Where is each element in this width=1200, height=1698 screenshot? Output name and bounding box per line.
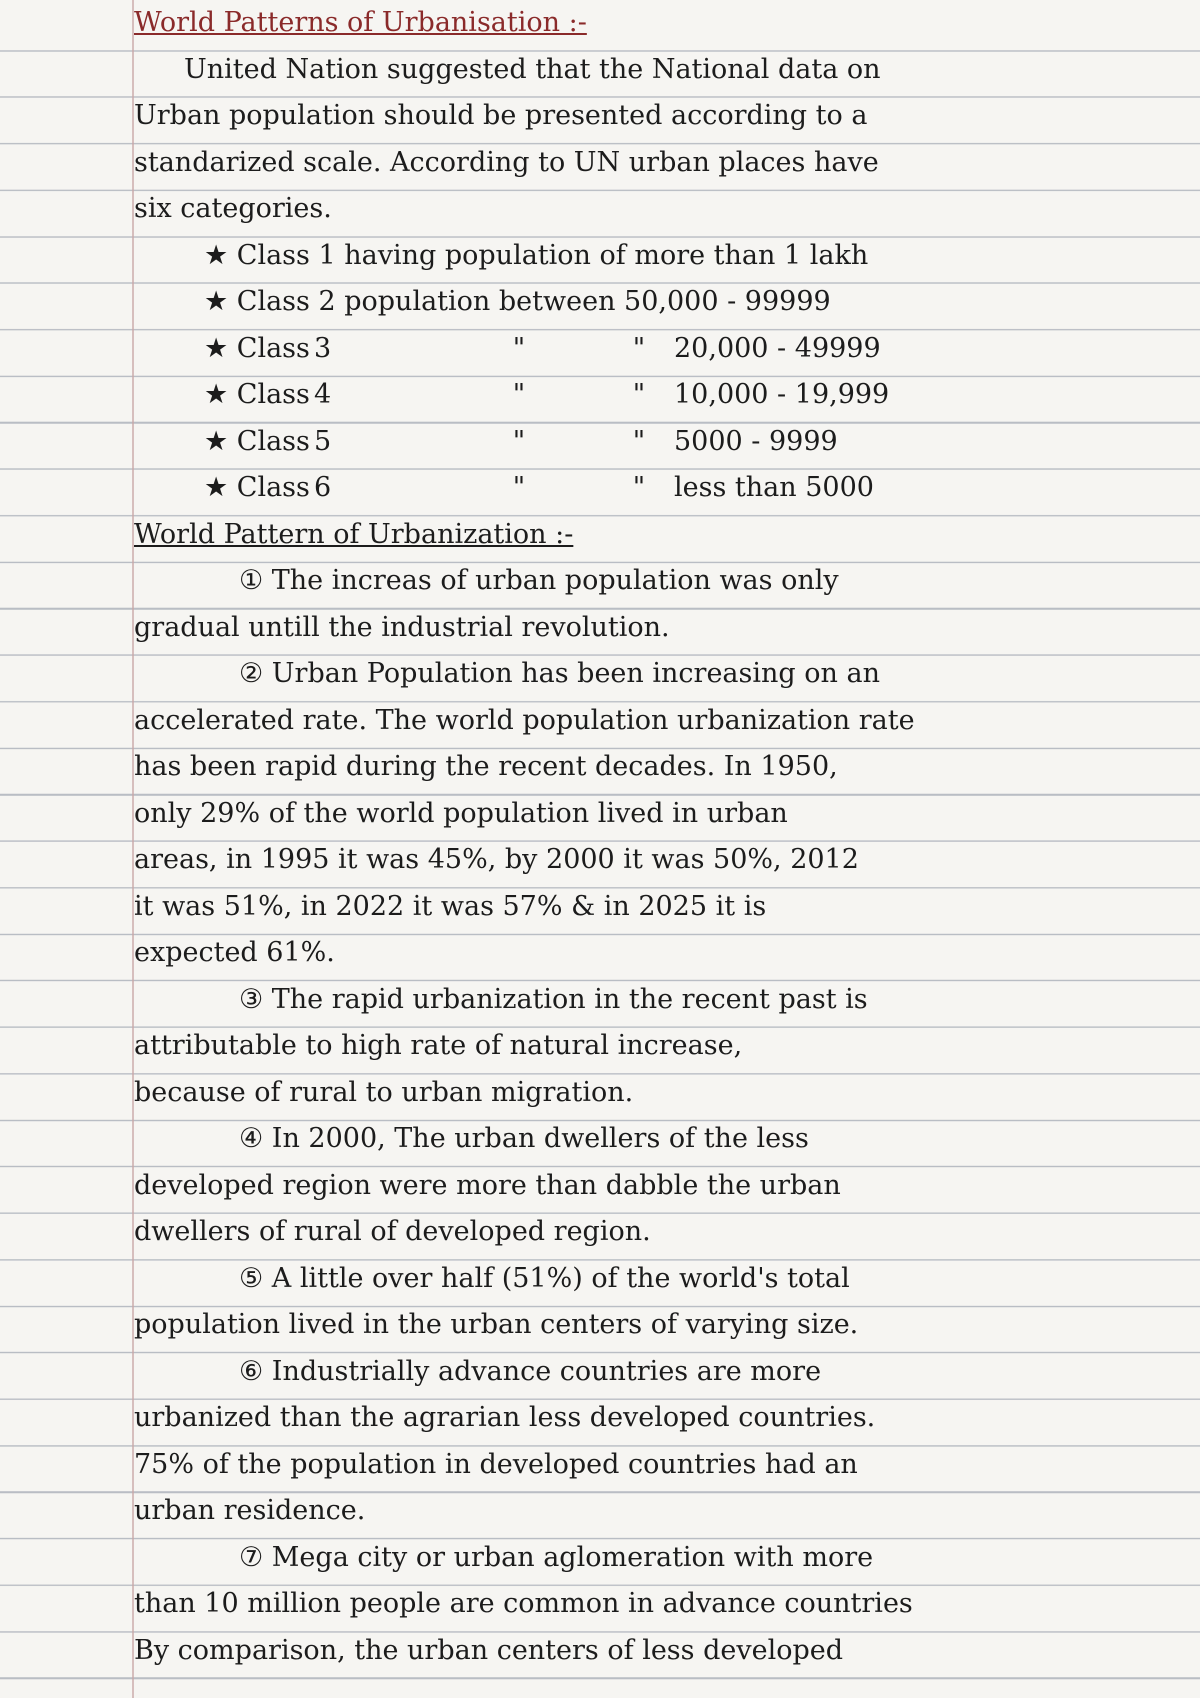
point-2-line-6: it was 51%, in 2022 it was 57% & in 2025 it is [134, 890, 767, 922]
point-2-line-3: has been rapid during the recent decades. In 1950, [134, 751, 838, 782]
intro-line-1: United Nation suggested that the National data on [184, 53, 881, 85]
section-heading: World Pattern of Urbanization :- [134, 518, 574, 550]
ditto-mark: " [512, 425, 526, 457]
class-number: 6 [314, 472, 332, 503]
section-heading-line [134, 512, 1084, 559]
point-3-line-2: attributable to high rate of natural increase, [134, 1030, 743, 1061]
point-3-line-1: ③ The rapid urbanization in the recent past is [239, 983, 868, 1015]
intro-line-4: six categories. [134, 193, 332, 224]
ditto-mark: " [632, 425, 646, 457]
point-6-line-4: urban residence. [134, 1495, 366, 1526]
point-2-line-1: ② Urban Population has been increasing on an [239, 658, 880, 689]
ditto-mark: " [632, 332, 646, 364]
class-4-line [134, 372, 1084, 419]
class-number: 5 [314, 425, 332, 457]
class-1-line: ★ Class 1 having population of more than 1 lakh [204, 239, 869, 271]
point-7-line-2: than 10 million people are common in advance countries [134, 1588, 913, 1619]
point-5-line-1: ⑤ A little over half (51%) of the world's total [239, 1262, 850, 1294]
point-2-line-4: only 29% of the world population lived in urban [134, 797, 788, 829]
point-7-line-3: By comparison, the urban centers of less developed [134, 1634, 844, 1666]
ditto-mark: " [512, 332, 526, 364]
intro-line-3: standarized scale. According to UN urban places have [134, 146, 879, 178]
class-2-line: ★ Class 2 population between 50,000 - 99999 [204, 286, 831, 317]
ditto-mark: " [632, 472, 646, 503]
class-range: 5000 - 9999 [674, 425, 838, 457]
point-6-line-2: urbanized than the agrarian less developed countries. [134, 1402, 876, 1433]
class-number: 4 [314, 379, 332, 410]
point-4-line-1: ④ In 2000, The urban dwellers of the less [239, 1123, 809, 1154]
point-2-line-7: expected 61%. [134, 937, 335, 968]
point-1-line-2: gradual untill the industrial revolution. [134, 611, 670, 643]
ditto-mark: " [512, 379, 526, 410]
point-6-line-3: 75% of the population in developed countries had an [134, 1448, 858, 1480]
class-3-line [134, 326, 1084, 373]
class-5-line [134, 419, 1084, 466]
point-1-line-1: ① The increas of urban population was only [239, 565, 839, 596]
page-title: World Patterns of Urbanisation :- [134, 7, 587, 38]
intro-line-2: Urban population should be presented according to a [134, 100, 868, 131]
class-label: ★ Class [204, 425, 310, 457]
class-range: less than 5000 [674, 472, 874, 503]
point-4-line-2: developed region were more than dabble the urban [134, 1169, 841, 1201]
class-label: ★ Class [204, 379, 310, 410]
point-7-line-1: ⑦ Mega city or urban aglomeration with more [239, 1541, 874, 1573]
class-6-line [134, 465, 1084, 512]
class-label: ★ Class [204, 472, 310, 503]
class-range: 10,000 - 19,999 [674, 379, 890, 410]
point-4-line-3: dwellers of rural of developed region. [134, 1216, 651, 1247]
point-5-line-2: population lived in the urban centers of varying size. [134, 1309, 859, 1340]
class-range: 20,000 - 49999 [674, 332, 881, 364]
point-6-line-1: ⑥ Industrially advance countries are more [239, 1355, 822, 1387]
ditto-mark: " [632, 379, 646, 410]
class-number: 3 [314, 332, 332, 364]
point-2-line-2: accelerated rate. The world population urbanization rate [134, 704, 915, 736]
point-3-line-3: because of rural to urban migration. [134, 1076, 634, 1108]
point-2-line-5: areas, in 1995 it was 45%, by 2000 it was 50%, 2012 [134, 844, 859, 875]
page-title-line [134, 0, 1084, 47]
handwritten-notes [134, 0, 1084, 1674]
class-label: ★ Class [204, 332, 310, 364]
ditto-mark: " [512, 472, 526, 503]
